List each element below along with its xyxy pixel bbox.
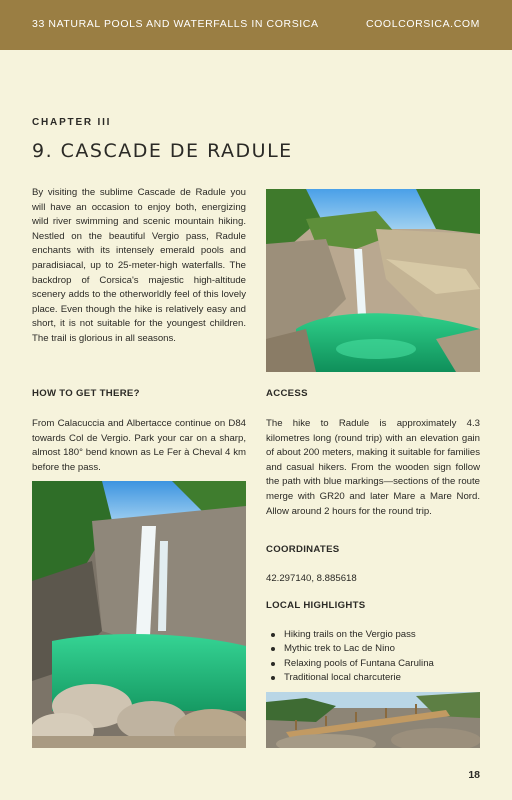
how-to-get-there-heading: HOW TO GET THERE? [32, 388, 140, 399]
coordinates-value: 42.297140, 8.885618 [266, 573, 357, 584]
page-number: 18 [468, 769, 480, 781]
local-highlights-heading: LOCAL HIGHLIGHTS [266, 600, 366, 611]
list-item: Relaxing pools of Funtana Carulina [266, 657, 480, 671]
waterfall-photo-bottom [32, 481, 246, 748]
access-text: The hike to Radule is approximately 4.3 kilometres long (round trip) with an elevation gain of about 200 meters, making it suitable for families and casual hikers. From the wooden sign follow the path with blue markings—sections of the route merge with GR20 and later Mare a Mare Nord. Allow around 2 hours for the round trip. [266, 418, 480, 517]
how-to-get-there-text: From Calacuccia and Albertacce continue on D84 towards Col de Vergio. Park your car on a sharp, almost 180° bend known as Le Fer à Cheval 4 km before the pass. [32, 418, 246, 473]
waterfall-photo-top [266, 189, 480, 372]
list-item: Mythic trek to Lac de Nino [266, 642, 480, 656]
page-header [0, 0, 512, 50]
coordinates-heading: COORDINATES [266, 544, 340, 555]
page-title: 9. CASCADE DE RADULE [32, 140, 293, 162]
bridge-photo [266, 692, 480, 748]
chapter-label: CHAPTER III [32, 117, 112, 128]
website-link[interactable]: COOLCORSICA.COM [365, 18, 480, 30]
intro-paragraph: By visiting the sublime Cascade de Radule you will have an occasion to enjoy both, energizing wild river swimming and scenic mountain hiking. Nestled on the beautiful Vergio pass, Radule enchants with its intensely emerald pools and paradisiacal, up to 25-meter-high waterfalls. The backdrop of Corsica's majestic high-altitude scenery adds to the otherworldly feel of this lovely place. Even though the hike is relatively easy and short, it is not suitable for the youngest children. The trail is glorious in all seasons. [32, 187, 246, 344]
local-highlights-list [266, 628, 480, 686]
access-heading: ACCESS [266, 388, 308, 399]
list-item: Traditional local charcuterie [266, 671, 480, 685]
book-title: 33 NATURAL POOLS AND WATERFALLS IN CORSICA [32, 18, 319, 30]
list-item: Hiking trails on the Vergio pass [266, 628, 480, 642]
